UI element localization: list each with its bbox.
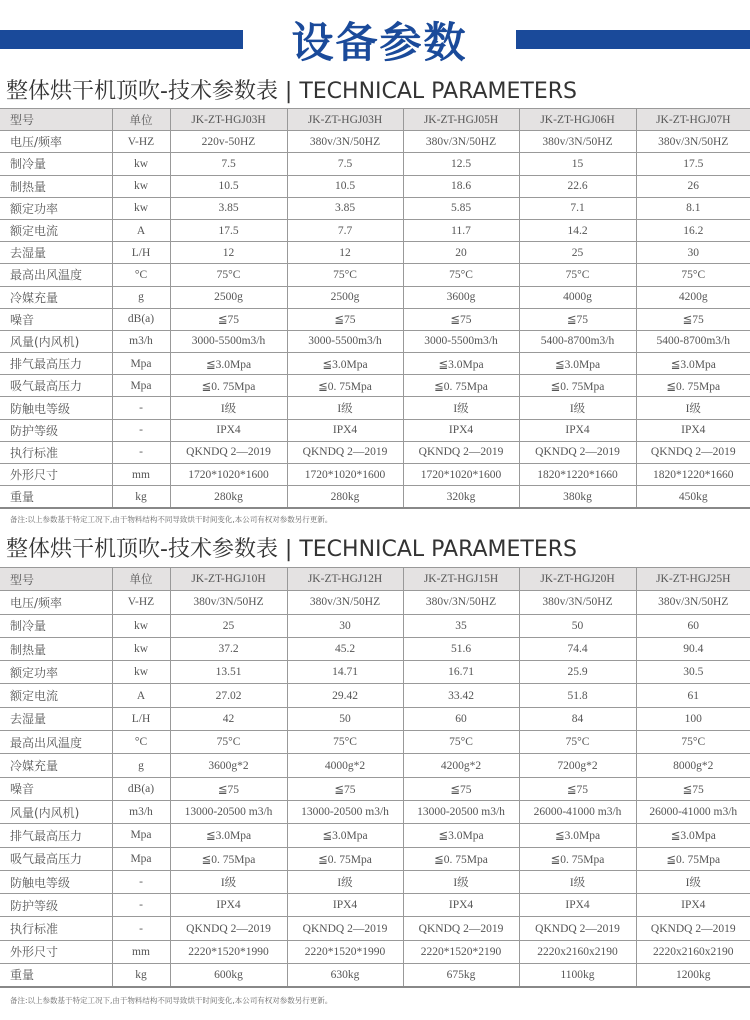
value-cell: 4000g*2 [287,754,403,777]
value-cell: QKNDQ 2—2019 [403,441,519,463]
value-cell: 75°C [170,731,287,754]
value-cell: 75°C [403,264,519,286]
value-cell: 12 [170,242,287,264]
value-cell: ≦3.0Mpa [287,353,403,375]
value-cell: 60 [636,614,750,637]
value-cell: - [112,419,170,441]
value-cell: mm [112,464,170,486]
value-cell: g [112,754,170,777]
value-cell: 5.85 [403,197,519,219]
value-cell: 27.02 [170,684,287,707]
value-cell: ≦0. 75Mpa [287,847,403,870]
value-cell: 17.5 [170,219,287,241]
param-name-cell: 额定功率 [0,197,112,219]
header-cell: JK-ZT-HGJ03H [170,109,287,131]
value-cell: ≦75 [519,308,636,330]
header-cell: 型号 [0,568,112,591]
value-cell: QKNDQ 2—2019 [519,441,636,463]
banner-title: 设备参数 [291,18,468,67]
table-row [0,824,750,847]
value-cell: 2220x2160x2190 [519,940,636,963]
value-cell: 1100kg [519,964,636,987]
value-cell: 1200kg [636,964,750,987]
param-name-cell: 最高出风温度 [0,731,112,754]
table-row [0,286,750,308]
value-cell: 29.42 [287,684,403,707]
table-note-2: 备注:以上参数基于特定工况下,由于物料结构不同导致烘干时间变化,本公司有权对参数另行更新。 [10,996,333,1005]
param-name-cell: 电压/频率 [0,591,112,614]
value-cell: 61 [636,684,750,707]
value-cell: 100 [636,707,750,730]
value-cell: 1720*1020*1600 [287,464,403,486]
value-cell: 450kg [636,486,750,508]
value-cell: 12 [287,242,403,264]
value-cell: Mpa [112,847,170,870]
banner-bar-left [0,30,243,49]
table-header-row [0,568,750,591]
value-cell: ≦3.0Mpa [287,824,403,847]
value-cell: 12.5 [403,153,519,175]
value-cell: IPX4 [403,419,519,441]
value-cell: 16.71 [403,661,519,684]
header-cell: JK-ZT-HGJ25H [636,568,750,591]
value-cell: QKNDQ 2—2019 [287,441,403,463]
value-cell: 380v/3N/50HZ [636,591,750,614]
value-cell: QKNDQ 2—2019 [170,441,287,463]
table-row [0,777,750,800]
param-name-cell: 额定功率 [0,661,112,684]
value-cell: QKNDQ 2—2019 [287,917,403,940]
value-cell: L/H [112,242,170,264]
value-cell: ≦75 [519,777,636,800]
value-cell: ≦0. 75Mpa [636,847,750,870]
value-cell: I级 [403,397,519,419]
table-row [0,707,750,730]
value-cell: 380v/3N/50HZ [287,591,403,614]
value-cell: 13000-20500 m3/h [287,800,403,823]
value-cell: 320kg [403,486,519,508]
value-cell: ≦0. 75Mpa [170,375,287,397]
param-name-cell: 噪音 [0,777,112,800]
value-cell: m3/h [112,330,170,352]
table-row [0,242,750,264]
value-cell: I级 [287,397,403,419]
value-cell: 10.5 [287,175,403,197]
value-cell: ≦3.0Mpa [170,353,287,375]
table-row [0,197,750,219]
table-row [0,847,750,870]
value-cell: m3/h [112,800,170,823]
table-row [0,591,750,614]
table-row [0,614,750,637]
param-name-cell: 制冷量 [0,153,112,175]
value-cell: ≦3.0Mpa [519,824,636,847]
value-cell: 13000-20500 m3/h [403,800,519,823]
value-cell: 7.7 [287,219,403,241]
table-row [0,264,750,286]
value-cell: 4000g [519,286,636,308]
header-cell: JK-ZT-HGJ20H [519,568,636,591]
value-cell: 16.2 [636,219,750,241]
value-cell: ≦3.0Mpa [636,824,750,847]
value-cell: V-HZ [112,591,170,614]
value-cell: I级 [636,870,750,893]
value-cell: 675kg [403,964,519,987]
value-cell: 50 [287,707,403,730]
param-name-cell: 重量 [0,486,112,508]
value-cell: 20 [403,242,519,264]
value-cell: 8.1 [636,197,750,219]
param-name-cell: 制热量 [0,175,112,197]
value-cell: - [112,870,170,893]
header-cell: JK-ZT-HGJ07H [636,109,750,131]
value-cell: 37.2 [170,637,287,660]
value-cell: 380v/3N/50HZ [403,131,519,153]
value-cell: 220v-50HZ [170,131,287,153]
value-cell: - [112,917,170,940]
section-title-2: 整体烘干机顶吹-技术参数表 | TECHNICAL PARAMETERS [6,537,578,562]
value-cell: 280kg [170,486,287,508]
header-cell: JK-ZT-HGJ05H [403,109,519,131]
value-cell: A [112,684,170,707]
header-cell: 型号 [0,109,112,131]
value-cell: ≦75 [170,308,287,330]
value-cell: ≦0. 75Mpa [636,375,750,397]
value-cell: 1820*1220*1660 [636,464,750,486]
value-cell: 51.6 [403,637,519,660]
value-cell: 380v/3N/50HZ [287,131,403,153]
value-cell: 30 [287,614,403,637]
value-cell: IPX4 [403,894,519,917]
table-row [0,375,750,397]
value-cell: 380v/3N/50HZ [403,591,519,614]
value-cell: 75°C [636,731,750,754]
value-cell: I级 [170,397,287,419]
value-cell: IPX4 [636,419,750,441]
value-cell: 90.4 [636,637,750,660]
value-cell: ≦75 [403,777,519,800]
value-cell: 75°C [287,264,403,286]
param-name-cell: 冷媒充量 [0,754,112,777]
value-cell: 380v/3N/50HZ [170,591,287,614]
value-cell: 600kg [170,964,287,987]
value-cell: - [112,441,170,463]
value-cell: QKNDQ 2—2019 [170,917,287,940]
value-cell: IPX4 [287,894,403,917]
value-cell: IPX4 [636,894,750,917]
value-cell: 4200g*2 [403,754,519,777]
value-cell: 7.5 [287,153,403,175]
value-cell: L/H [112,707,170,730]
table-row [0,308,750,330]
value-cell: ≦0. 75Mpa [287,375,403,397]
param-name-cell: 电压/频率 [0,131,112,153]
value-cell: 75°C [287,731,403,754]
value-cell: 11.7 [403,219,519,241]
value-cell: 8000g*2 [636,754,750,777]
param-name-cell: 风量(内风机) [0,800,112,823]
value-cell: 5400-8700m3/h [636,330,750,352]
value-cell: ≦75 [287,308,403,330]
param-name-cell: 最高出风温度 [0,264,112,286]
table-row [0,486,750,508]
value-cell: 380v/3N/50HZ [519,591,636,614]
value-cell: 630kg [287,964,403,987]
value-cell: 75°C [403,731,519,754]
table-row [0,397,750,419]
value-cell: g [112,286,170,308]
value-cell: I级 [287,870,403,893]
table-row [0,353,750,375]
param-name-cell: 防护等级 [0,894,112,917]
table-header-row [0,109,750,131]
value-cell: kw [112,661,170,684]
param-name-cell: 风量(内风机) [0,330,112,352]
value-cell: 30 [636,242,750,264]
value-cell: kg [112,964,170,987]
value-cell: V-HZ [112,131,170,153]
value-cell: A [112,219,170,241]
value-cell: 26000-41000 m3/h [636,800,750,823]
value-cell: 3000-5500m3/h [403,330,519,352]
value-cell: 380v/3N/50HZ [636,131,750,153]
value-cell: ≦75 [636,777,750,800]
value-cell: ≦75 [403,308,519,330]
param-name-cell: 重量 [0,964,112,987]
value-cell: 35 [403,614,519,637]
value-cell: 2220*1520*1990 [287,940,403,963]
header-cell: JK-ZT-HGJ06H [519,109,636,131]
value-cell: 7.1 [519,197,636,219]
value-cell: 75°C [170,264,287,286]
param-name-cell: 执行标准 [0,917,112,940]
value-cell: ≦0. 75Mpa [519,375,636,397]
value-cell: 2500g [170,286,287,308]
param-name-cell: 执行标准 [0,441,112,463]
param-name-cell: 额定电流 [0,684,112,707]
value-cell: 7.5 [170,153,287,175]
param-name-cell: 制冷量 [0,614,112,637]
table-row [0,464,750,486]
header-cell: JK-ZT-HGJ03H [287,109,403,131]
value-cell: kw [112,614,170,637]
table-row [0,731,750,754]
value-cell: 75°C [636,264,750,286]
parameters-table-2 [0,567,750,988]
value-cell: ≦0. 75Mpa [403,375,519,397]
value-cell: 3000-5500m3/h [170,330,287,352]
value-cell: 3000-5500m3/h [287,330,403,352]
table-note-1: 备注:以上参数基于特定工况下,由于物料结构不同导致烘干时间变化,本公司有权对参数另行更新。 [10,515,333,524]
value-cell: kw [112,153,170,175]
param-name-cell: 防触电等级 [0,870,112,893]
value-cell: I级 [519,397,636,419]
table-row [0,964,750,987]
value-cell: 25 [170,614,287,637]
value-cell: QKNDQ 2—2019 [636,917,750,940]
value-cell: dB(a) [112,308,170,330]
param-name-cell: 冷媒充量 [0,286,112,308]
param-name-cell: 制热量 [0,637,112,660]
value-cell: 3600g [403,286,519,308]
value-cell: kw [112,175,170,197]
value-cell: 14.71 [287,661,403,684]
value-cell: I级 [636,397,750,419]
value-cell: ≦3.0Mpa [519,353,636,375]
param-name-cell: 噪音 [0,308,112,330]
value-cell: QKNDQ 2—2019 [636,441,750,463]
value-cell: Mpa [112,824,170,847]
value-cell: ≦3.0Mpa [170,824,287,847]
value-cell: ≦3.0Mpa [403,353,519,375]
table-row [0,637,750,660]
value-cell: 26000-41000 m3/h [519,800,636,823]
value-cell: 25.9 [519,661,636,684]
value-cell: I级 [519,870,636,893]
param-name-cell: 去湿量 [0,242,112,264]
table-row [0,153,750,175]
value-cell: ≦0. 75Mpa [403,847,519,870]
table-row [0,894,750,917]
header-cell: 单位 [112,109,170,131]
value-cell: 2500g [287,286,403,308]
value-cell: QKNDQ 2—2019 [403,917,519,940]
param-name-cell: 吸气最高压力 [0,375,112,397]
table-row [0,441,750,463]
value-cell: kw [112,197,170,219]
value-cell: 3.85 [170,197,287,219]
value-cell: IPX4 [287,419,403,441]
value-cell: 5400-8700m3/h [519,330,636,352]
table-row [0,330,750,352]
value-cell: - [112,894,170,917]
value-cell: - [112,397,170,419]
value-cell: IPX4 [170,419,287,441]
section-title-1: 整体烘干机顶吹-技术参数表 | TECHNICAL PARAMETERS [6,79,578,104]
table-row [0,800,750,823]
value-cell: kg [112,486,170,508]
value-cell: 51.8 [519,684,636,707]
table-row [0,175,750,197]
value-cell: °C [112,731,170,754]
value-cell: dB(a) [112,777,170,800]
value-cell: ≦3.0Mpa [403,824,519,847]
value-cell: I级 [403,870,519,893]
table-row [0,661,750,684]
value-cell: ≦0. 75Mpa [170,847,287,870]
table-row [0,917,750,940]
param-name-cell: 排气最高压力 [0,824,112,847]
value-cell: 1720*1020*1600 [170,464,287,486]
table-row [0,131,750,153]
parameters-table-1 [0,108,750,509]
value-cell: 1820*1220*1660 [519,464,636,486]
table-row [0,419,750,441]
value-cell: 380v/3N/50HZ [519,131,636,153]
table-row [0,684,750,707]
banner [0,0,750,75]
value-cell: ≦3.0Mpa [636,353,750,375]
param-name-cell: 防触电等级 [0,397,112,419]
value-cell: 15 [519,153,636,175]
value-cell: IPX4 [519,894,636,917]
value-cell: 74.4 [519,637,636,660]
param-name-cell: 外形尺寸 [0,940,112,963]
value-cell: 3600g*2 [170,754,287,777]
value-cell: 75°C [519,264,636,286]
param-name-cell: 去湿量 [0,707,112,730]
value-cell: 26 [636,175,750,197]
value-cell: 84 [519,707,636,730]
value-cell: °C [112,264,170,286]
value-cell: ≦75 [636,308,750,330]
value-cell: 4200g [636,286,750,308]
value-cell: mm [112,940,170,963]
value-cell: 7200g*2 [519,754,636,777]
table-row [0,754,750,777]
value-cell: I级 [170,870,287,893]
banner-bar-right [516,30,750,49]
value-cell: 42 [170,707,287,730]
table-row [0,219,750,241]
value-cell: ≦75 [287,777,403,800]
header-cell: JK-ZT-HGJ10H [170,568,287,591]
value-cell: 50 [519,614,636,637]
value-cell: 3.85 [287,197,403,219]
value-cell: 2220*1520*1990 [170,940,287,963]
value-cell: 13.51 [170,661,287,684]
value-cell: IPX4 [519,419,636,441]
value-cell: 17.5 [636,153,750,175]
value-cell: 280kg [287,486,403,508]
value-cell: 22.6 [519,175,636,197]
table-row [0,940,750,963]
value-cell: 60 [403,707,519,730]
value-cell: ≦75 [170,777,287,800]
param-name-cell: 排气最高压力 [0,353,112,375]
param-name-cell: 额定电流 [0,219,112,241]
value-cell: 45.2 [287,637,403,660]
value-cell: QKNDQ 2—2019 [519,917,636,940]
value-cell: Mpa [112,353,170,375]
value-cell: IPX4 [170,894,287,917]
value-cell: 2220*1520*2190 [403,940,519,963]
value-cell: 75°C [519,731,636,754]
header-cell: JK-ZT-HGJ12H [287,568,403,591]
value-cell: 25 [519,242,636,264]
value-cell: 2220x2160x2190 [636,940,750,963]
value-cell: 33.42 [403,684,519,707]
value-cell: 18.6 [403,175,519,197]
table-row [0,870,750,893]
value-cell: 14.2 [519,219,636,241]
value-cell: 10.5 [170,175,287,197]
header-cell: 单位 [112,568,170,591]
value-cell: ≦0. 75Mpa [519,847,636,870]
value-cell: 1720*1020*1600 [403,464,519,486]
value-cell: 13000-20500 m3/h [170,800,287,823]
param-name-cell: 吸气最高压力 [0,847,112,870]
param-name-cell: 防护等级 [0,419,112,441]
header-cell: JK-ZT-HGJ15H [403,568,519,591]
value-cell: 30.5 [636,661,750,684]
param-name-cell: 外形尺寸 [0,464,112,486]
value-cell: 380kg [519,486,636,508]
value-cell: Mpa [112,375,170,397]
value-cell: kw [112,637,170,660]
